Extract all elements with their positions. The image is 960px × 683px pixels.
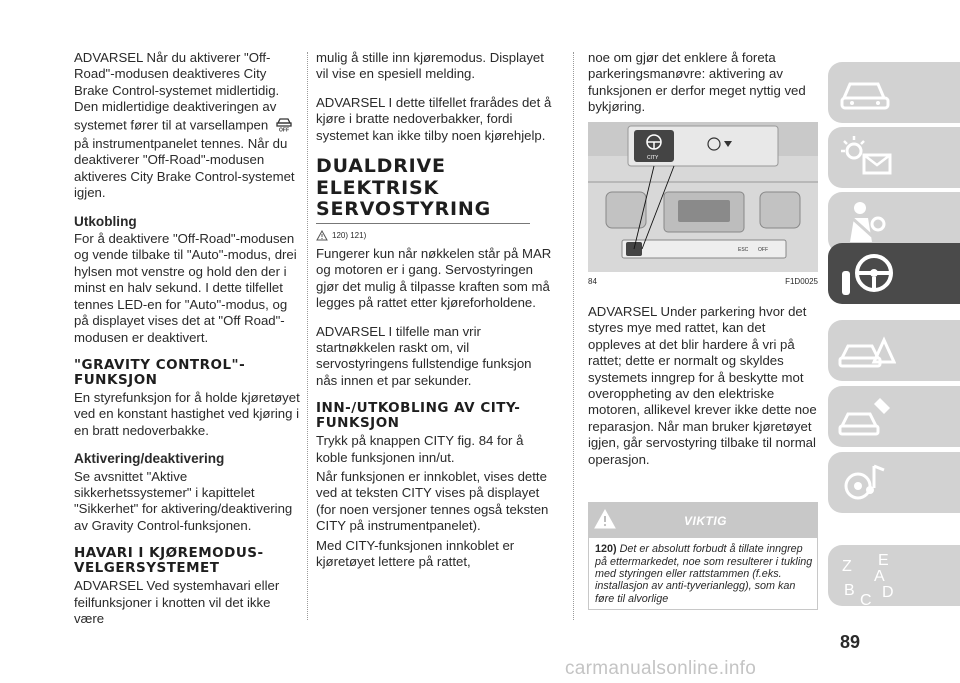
utkobling-title: Utkobling bbox=[74, 213, 137, 229]
column-divider bbox=[573, 52, 574, 620]
city-display-paragraph: Når funksjonen er innkoblet, vises dette ved at teksten CITY vises på displayet (for noen versjoner tennes også teksten CITY på instrumentpanelet). bbox=[316, 469, 549, 534]
svg-text:B: B bbox=[844, 582, 855, 599]
tab-maintenance[interactable] bbox=[828, 386, 960, 447]
city-function-heading: INN-/UTKOBLING AV CITY-FUNKSJON bbox=[316, 400, 521, 432]
watermark: carmanualsonline.info bbox=[565, 658, 757, 679]
startkey-paragraph: ADVARSEL I tilfelle man vrir startnøkkelen raskt om, vil servostyringens fullstendige funksjon nås innen et par sekunder. bbox=[316, 323, 532, 388]
figure-caption bbox=[588, 274, 818, 290]
note-references: 120) 121) bbox=[316, 228, 552, 244]
gravity-control-text: En styrefunksjon for å holde kjøretøyet ved en konstant hastighet ved kjøring i en bratt nedoverbakke. bbox=[74, 389, 300, 438]
svg-text:A: A bbox=[874, 568, 885, 585]
svg-text:OFF: OFF bbox=[278, 127, 289, 132]
tab-index[interactable] bbox=[828, 545, 960, 609]
svg-text:Z: Z bbox=[842, 558, 852, 575]
continued-text: noe om gjør det enklere å foreta parkeringsmanøvre: aktivering av funksjonen er derfor meget nyttig ved bykjøring. bbox=[588, 50, 806, 115]
key-steering-wheel-icon bbox=[838, 249, 896, 301]
tab-multimedia[interactable] bbox=[828, 452, 960, 513]
car-dashboard-icon bbox=[838, 68, 896, 116]
warning-triangle-icon bbox=[316, 230, 328, 241]
warning-box-title: VIKTIG bbox=[684, 514, 728, 529]
figure-84-dashboard-photo bbox=[588, 122, 818, 272]
aktivering-title: Aktivering/deaktivering bbox=[74, 451, 225, 467]
index-letters-icon bbox=[838, 551, 896, 611]
tab-emergency[interactable] bbox=[828, 320, 960, 381]
svg-text:D: D bbox=[882, 584, 894, 601]
figure-number: 84 bbox=[588, 276, 597, 286]
breakdown-icon bbox=[838, 326, 896, 374]
city-steering-paragraph: Med CITY-funksjonen innkoblet er kjøretøyet lettere på rattet, bbox=[316, 537, 515, 570]
multimedia-icon bbox=[838, 458, 896, 510]
warning-box bbox=[588, 502, 818, 610]
seatbelt-safety-icon bbox=[838, 198, 896, 246]
servostyring-paragraph: Fungerer kun når nøkkelen står på MAR og motoren er i gang. Servostyringen gjør det mulig å tilpasse kraften som må legges på rattet etter kjøreforholdene. bbox=[316, 245, 552, 311]
warning-text: Det er absolutt forbudt å tillate inngrep på ettermarkedet, noe som resulterer i tukling med styringen eller rattstammen (f.eks. installasjon av anti-tyverianlegg), som kan føre til alvorlige bbox=[595, 543, 813, 605]
dashboard-illustration bbox=[588, 122, 818, 272]
continued-text: mulig å stille inn kjøremodus. Displayet vil vise en spesiell melding. bbox=[316, 50, 544, 82]
dualdrive-heading: DUALDRIVE ELEKTRISK SERVOSTYRING bbox=[316, 156, 530, 224]
utkobling-text: For å deaktivere "Off-Road"-modusen og vende tilbake til "Auto"-modus, drei hylsen mot venstre og hold den der i minst en halv sekund. I dette tilfellet tennes LED-en for "Auto"-modus, og på displayet vises det at "Off Road"-modusen er deaktivert. bbox=[74, 231, 297, 345]
maintenance-icon bbox=[838, 392, 896, 440]
parking-advarsel-paragraph: ADVARSEL Under parkering hvor det styres mye med rattet, kan det oppleves at det blir hardere å vri på rattet; dette er normalt og skyldes systemets inngrep for å beskytte mot overoppheting av den elektriske motoren, allikevel krever ikke dette noe reparasjon. Når man bruker kjøretøyet igjen, går servostyring tilbake til normal operasjon. bbox=[588, 304, 817, 467]
page-number: 89 bbox=[840, 632, 861, 652]
tab-starting-driving[interactable] bbox=[828, 243, 960, 304]
svg-text:E: E bbox=[878, 552, 889, 569]
svg-text:C: C bbox=[860, 592, 872, 609]
havari-text: ADVARSEL Ved systemhavari eller feilfunksjoner i knotten vil det ikke være bbox=[74, 578, 280, 626]
lamp-warning-paragraph: ADVARSEL Når du aktiverer "Off-Road"-modusen deaktiveres City Brake Control-systemet midlertidig. Den midlertidige deaktiveringen av systemet fører til at varsellampen OFF på instrumentpanelet tennes. Når du deaktiverer "Off-Road"-modusen aktiveres City Brake Control-systemet igjen. bbox=[74, 50, 295, 201]
figure-city-label: CITY bbox=[647, 154, 659, 161]
figure-esc-label: ESC bbox=[738, 246, 749, 253]
figure-off-label: OFF bbox=[758, 246, 768, 253]
tab-warning-lights[interactable] bbox=[828, 127, 960, 188]
warning-box-body bbox=[588, 538, 818, 610]
column-right bbox=[588, 50, 818, 610]
warning-lights-icon bbox=[838, 133, 896, 181]
city-brake-off-lamp-icon bbox=[275, 116, 293, 136]
havari-heading: HAVARI I KJØREMODUS-VELGERSYSTEMET bbox=[74, 545, 264, 577]
warning-box-header bbox=[588, 502, 818, 538]
column-middle bbox=[316, 50, 552, 582]
aktivering-text: Se avsnittet "Aktive sikkerhetssystemer" i kapittelet "Sikkerhet" for aktivering/deaktivering av Gravity Control-funksjonen. bbox=[74, 468, 293, 533]
tab-car-dashboard[interactable] bbox=[828, 62, 960, 123]
warning-triangle-icon bbox=[594, 508, 616, 530]
column-left bbox=[74, 50, 300, 639]
warning-ref: 120) bbox=[595, 543, 617, 556]
city-button-paragraph: Trykk på knappen CITY fig. 84 for å koble funksjonen inn/ut. bbox=[316, 433, 524, 465]
advarsel-paragraph: ADVARSEL I dette tilfellet frarådes det å kjøre i bratte nedoverbakker, fordi systemet kan ikke tilby noen kjørehjelp. bbox=[316, 94, 552, 143]
gravity-control-heading: "GRAVITY CONTROL"-FUNKSJON bbox=[74, 356, 246, 388]
column-divider bbox=[307, 52, 308, 620]
figure-code: F1D0025 bbox=[785, 276, 818, 286]
